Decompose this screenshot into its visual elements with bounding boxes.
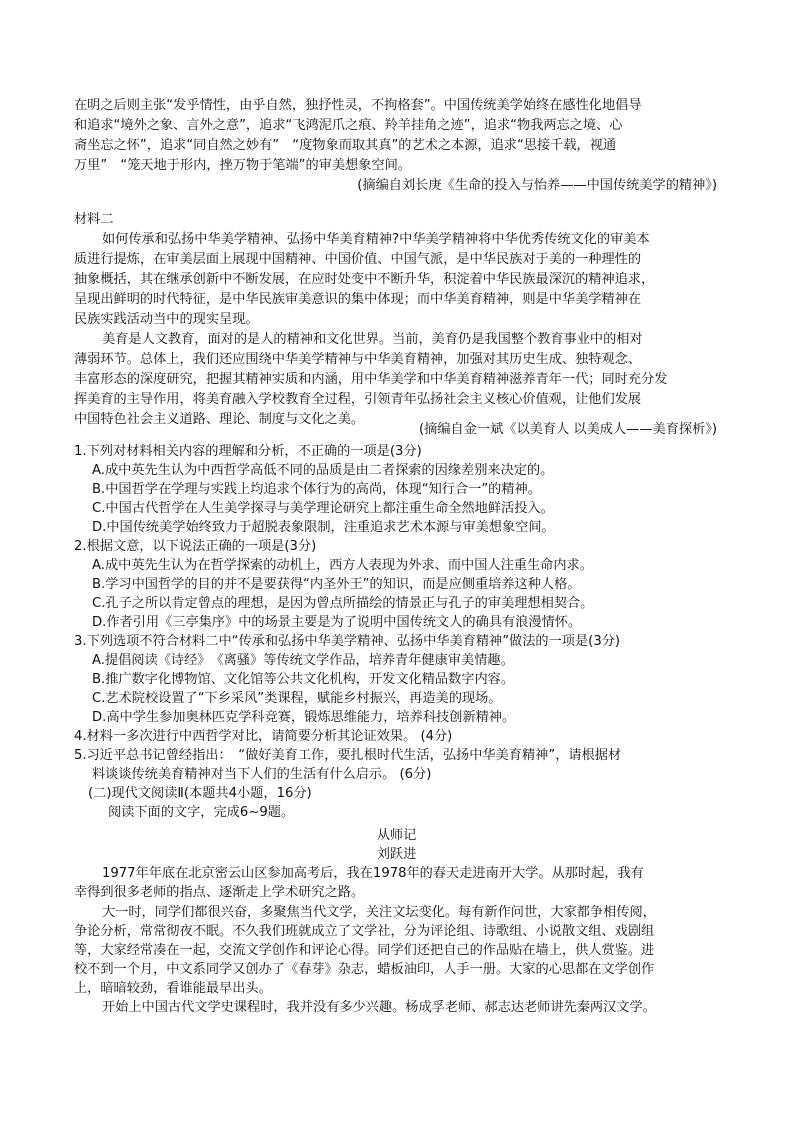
question-3-option: A.提倡阅读《诗经》 《离骚》等传统文学作品，培养青年健康审美情趣。 [92,653,514,668]
m2-p2-line: 薄弱环节。总体上，我们还应围绕中华美学精神与中华美育精神，加强对其历史生成、独特观念、 [74,352,642,367]
article-line: 大一时，同学们都很兴奋，多聚焦当代文学，关注文坛变化。每有新作问世，大家都争相传阅， [102,905,656,920]
m2-p1-line: 民族实践活动当中的现实呈现。 [74,312,259,327]
section-2-instruction: 阅读下面的文字，完成6~9题。 [108,805,295,820]
intro-line: 在明之后则主张“发乎情性，由乎自然，独抒性灵，不拘格套”。中国传统美学始终在感性化地倡导 [74,98,642,113]
question-3-option: D.高中学生参加奥林匹克学科竞赛，锻炼思维能力，培养科技创新精神。 [92,710,516,725]
m2-p2-line: 中国特色社会主义道路、理论、制度与文化之美。 [74,412,365,427]
intro-line: 斋坐忘之怀”，追求“同自然之妙有” “度物象而取其真”的艺术之本源，追求“思接千载，视通 [74,138,617,153]
m2-p1-line: 抽象概括，其在继承创新中不断发展，在应时处变中不断升华，积淀着中华民族最深沉的精神追求， [74,272,655,287]
intro-line: 和追求“境外之象、言外之意”，追求“飞鸿泥爪之痕、羚羊挂角之迹”，追求“物我两忘之境、心 [74,118,623,133]
question-4: 4.材料一多次进行中西哲学对比，请简要分析其论证效果。 (4分) [74,729,453,744]
question-3-option: B.推广数字化博物馆、文化馆等公共文化机构，开发文化精品数字内容。 [92,672,515,687]
article-line: 1977年年底在北京密云山区参加高考后，我在1978年的春天走进南开大学。从那时起，我有 [102,866,644,881]
article-line: 开始上中国古代文学史课程时，我并没有多少兴趣。杨成孚老师、郝志达老师讲先秦两汉文学。 [102,1000,656,1015]
question-1-stem: 1.下列对材料相关内容的理解和分析，不正确的一项是(3分) [74,444,422,459]
article-line: 校不到一个月，中文系同学又创办了《春芽》杂志，蜡板油印，人手一册。大家的心思都在文学创作 [74,962,655,977]
question-3-option: C.艺术院校设置了“下乡采风”类课程，赋能乡村振兴，再造美的现场。 [92,691,502,706]
material-2-heading: 材料二 [74,212,114,227]
m2-p2-line: 美育是人文教育，面对的是人的精神和文化世界。当前，美育仍是我国整个教育事业中的相对 [102,332,643,347]
question-5-line: 料谈谈传统美育精神对当下人们的生活有什么启示。 (6分) [92,767,432,782]
question-2-option: B.学习中国哲学的目的并不是要获得“内圣外王”的知识，而是应侧重培养这种人格。 [92,577,581,592]
m2-p2-line: 丰富形态的深度研究，把握其精神实质和内涵，用中华美学和中华美育精神滋养青年一代；同时充分发 [74,372,668,387]
article-line: 争论分析，常常彻夜不眠。不久我们班就成立了文学社，分为评论组、诗歌组、小说散文组、戏剧组 [74,924,655,939]
question-1-option: C.中国古代哲学在人生美学探寻与美学理论研究上都注重生命全然地鲜活投入。 [92,501,554,516]
m2-p1-line: 质进行提炼，在审美层面上展现中国精神、中国价值、中国气派，是中华民族对于美的一种理性的 [74,252,642,267]
question-5-line: 5.习近平总书记曾经指出： “做好美育工作，要扎根时代生活，弘扬中华美育精神”，请根据材 [74,748,622,763]
article-line: 上，暗暗较劲，看谁能最早出头。 [74,981,272,996]
question-3-stem: 3.下列选项不符合材料二中“传承和弘扬中华美学精神、弘扬中华美育精神”做法的一项是(3分) [74,634,621,649]
article-line: 等，大家经常凑在一起，交流文学创作和评论心得。同学们还把自己的作品贴在墙上，供人赏鉴。进 [74,943,655,958]
article-author: 刘跃进 [376,847,417,862]
question-2-option: A.成中英先生认为在哲学探索的动机上，西方人表现为外求、而中国人注重生命内求。 [92,558,593,573]
section-2-heading: (二)现代文阅读Ⅱ(本题共4小题，16分) [88,786,312,801]
source-citation-1: (摘编自刘长庚《生命的投入与怡养——中国传统美学的精神》) [357,178,717,193]
question-1-option: A.成中英先生认为中西哲学高低不同的品质是由二者探索的因缘差别来决定的。 [92,463,554,478]
m2-p2-line: 挥美育的主导作用，将美育融入学校教育全过程，引领青年弘扬社会主义核心价值观，让他们发展 [74,392,642,407]
question-2-stem: 2.根据文意，以下说法正确的一项是(3分) [74,539,317,554]
m2-p1-line: 呈现出鲜明的时代特征，是中华民族审美意识的集中体现；而中华美育精神，则是中华美学精神在 [74,292,642,307]
question-1-option: B.中国哲学在学理与实践上均追求个体行为的高尚，体现“知行合一”的精神。 [92,482,541,497]
question-1-option: D.中国传统美学始终致力于超脱表象限制，注重追求艺术本源与审美想象空间。 [92,520,555,535]
m2-p1-line: 如何传承和弘扬中华美学精神、弘扬中华美育精神?中华美学精神将中华优秀传统文化的审美本 [102,232,650,247]
source-citation-2: (摘编自金一斌《以美育人 以美成人——美育探析》) [418,422,717,437]
intro-line: 万里” “笼天地于形内，挫万物于笔端”的审美想象空间。 [74,158,411,173]
question-2-option: C.孔子之所以肯定曾点的理想，是因为曾点所描绘的情景正与孔子的审美理想相契合。 [92,596,594,611]
article-line: 幸得到很多老师的指点、逐渐走上学术研究之路。 [74,885,365,900]
article-title: 从师记 [376,828,417,843]
question-2-option: D.作者引用《三亭集序》中的场景主要是为了说明中国传统文人的确具有浪漫情怀。 [92,615,582,630]
